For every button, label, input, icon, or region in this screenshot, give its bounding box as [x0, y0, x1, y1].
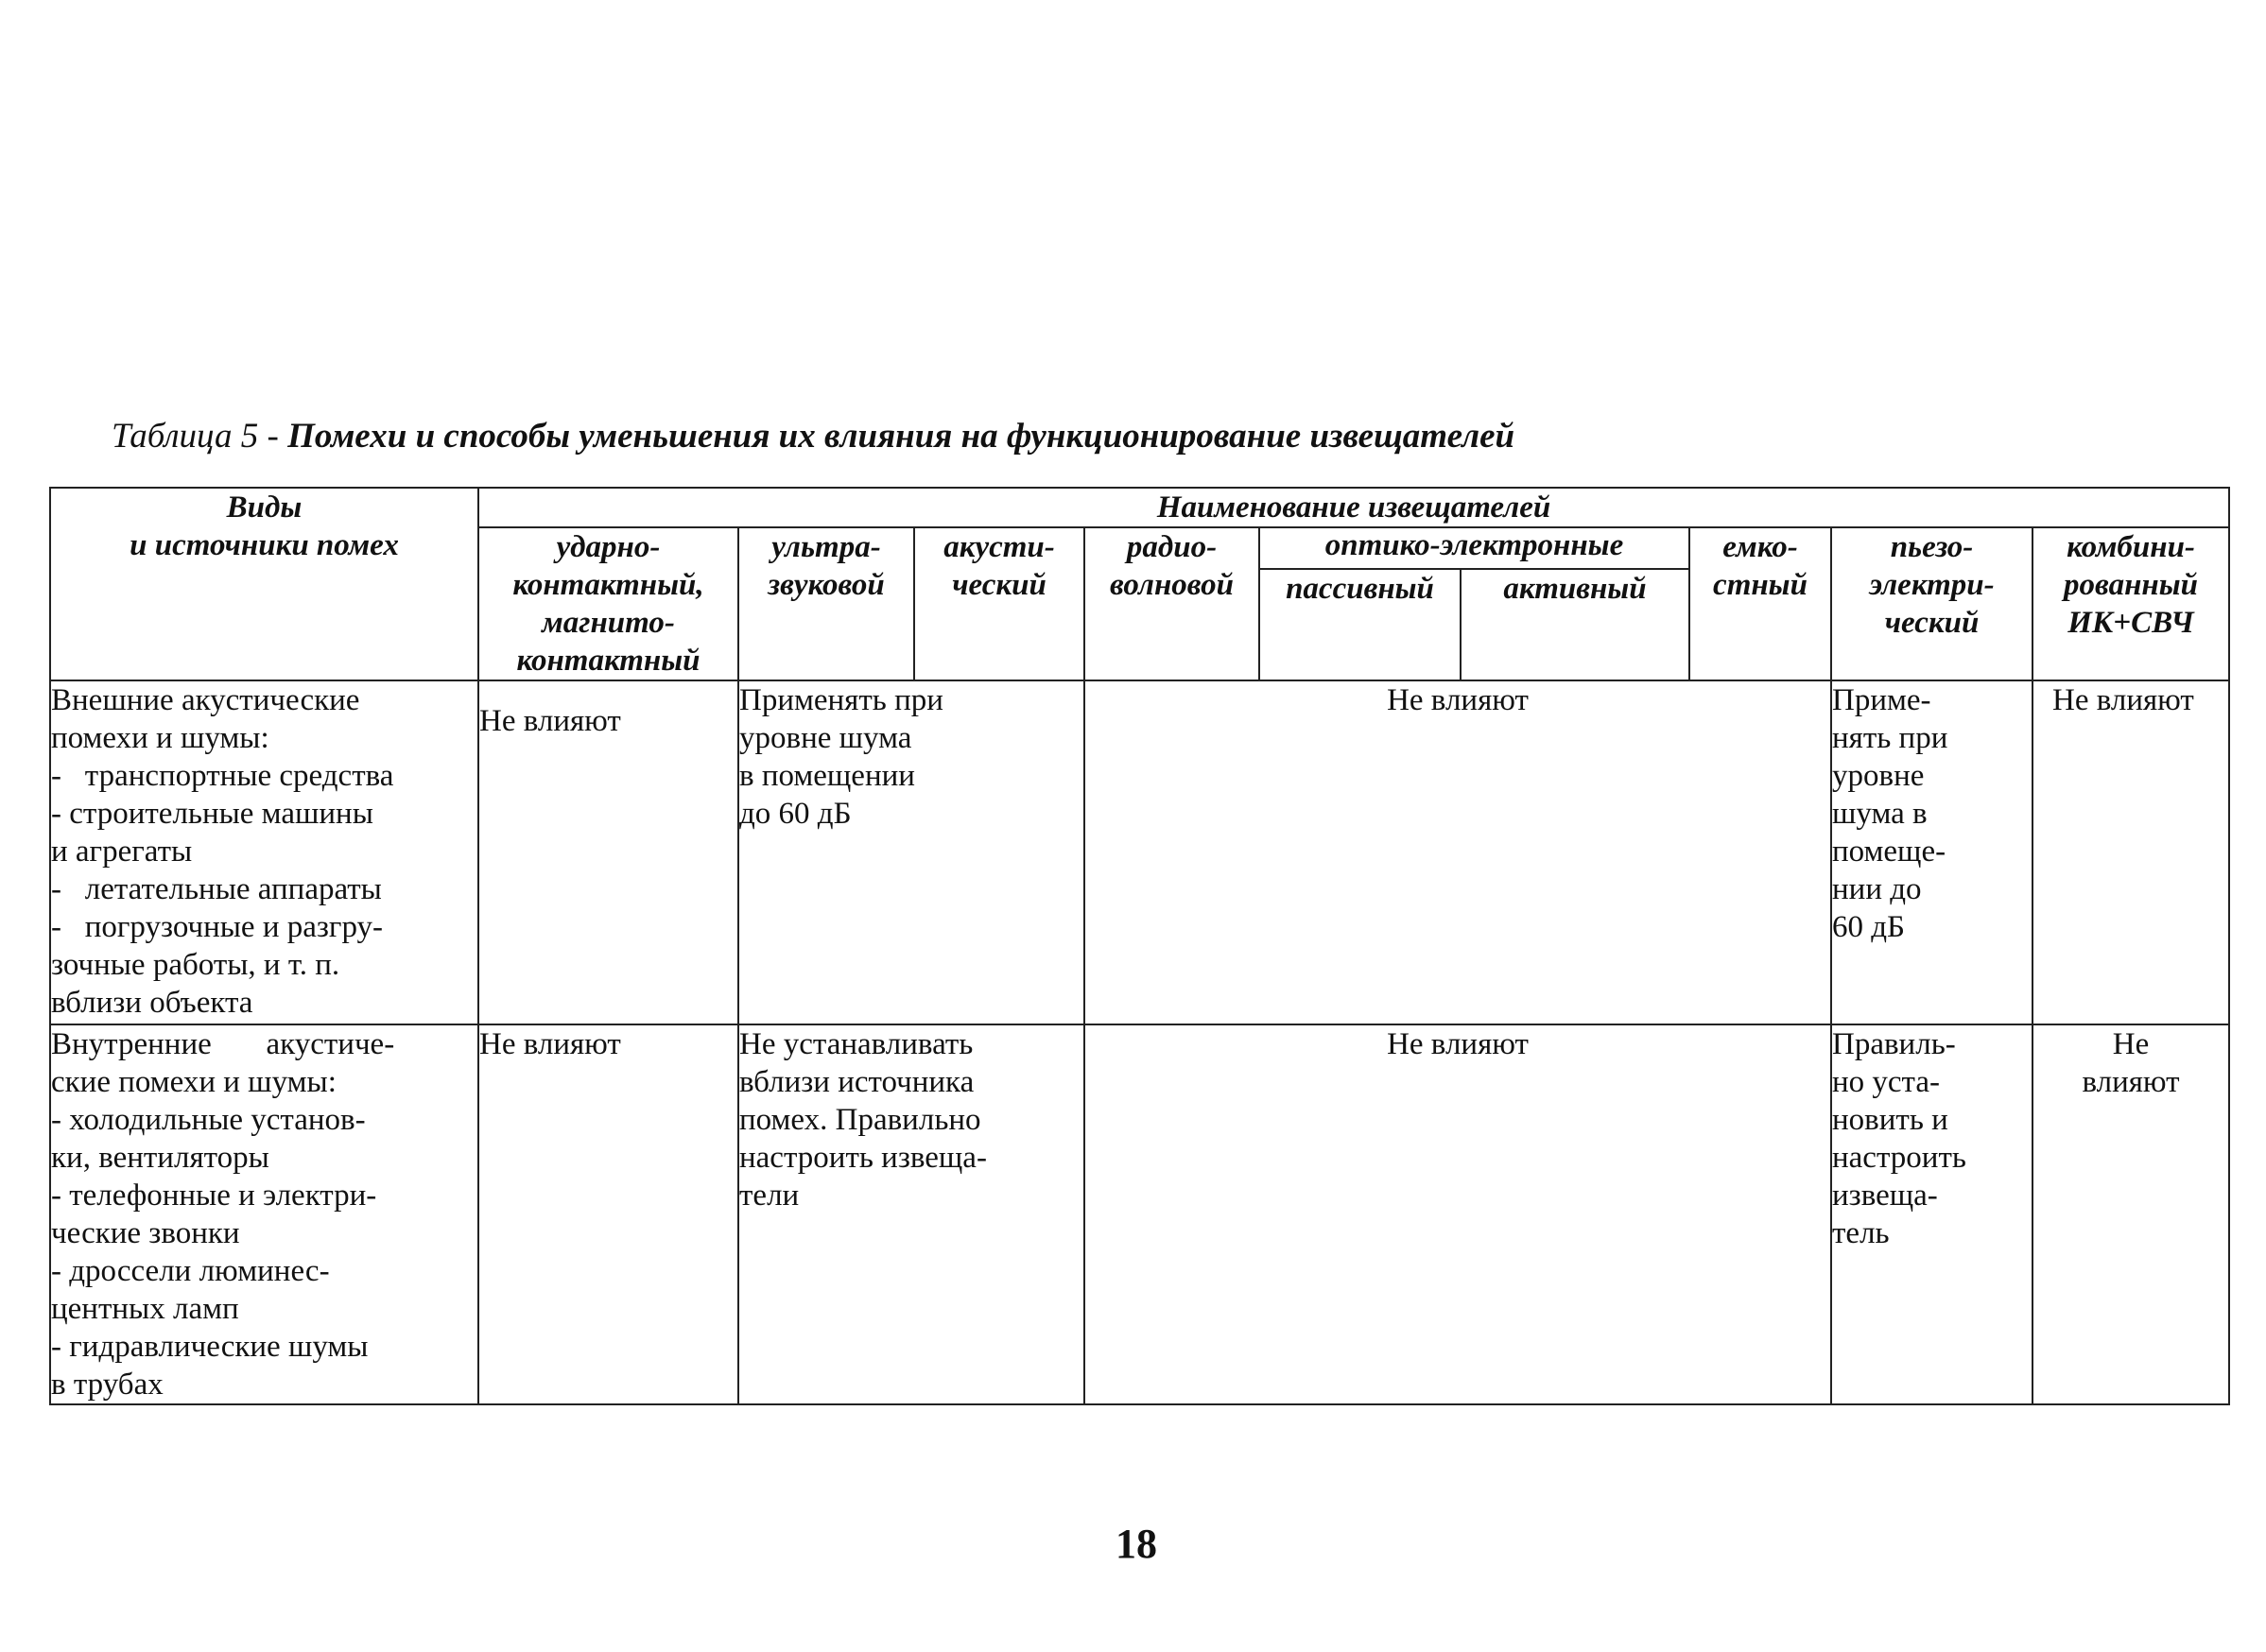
- row2-piezo-line: новить и: [1832, 1103, 1948, 1137]
- row1-ultra-line: до 60 дБ: [739, 797, 852, 831]
- row2-radio-to-capacitive-cell: Не влияют: [1084, 1024, 1831, 1404]
- header-ultrasonic-line2: звуковой: [768, 568, 885, 602]
- row2-piezo-line: настроить: [1832, 1141, 1966, 1175]
- header-radiowave-line1: радио-: [1126, 530, 1218, 564]
- row1-ultrasonic-acoustic-cell: [738, 680, 1084, 1024]
- header-acoustic: [914, 527, 1084, 680]
- row2-source-line: - гидравлические шумы: [51, 1330, 369, 1364]
- row1-piezo-line: нять при: [1832, 721, 1948, 755]
- header-radiowave-line2: волновой: [1110, 568, 1234, 602]
- header-shock-contact: [478, 527, 738, 680]
- row1-piezo-line: нии до: [1832, 872, 1922, 906]
- header-active: активный: [1461, 569, 1689, 680]
- row2-source-line: ки, вентиляторы: [51, 1141, 269, 1175]
- row2-ultra-line: вблизи источника: [739, 1065, 975, 1099]
- header-capacitive-line2: стный: [1713, 568, 1808, 602]
- row2-source-line: ческие звонки: [51, 1216, 240, 1250]
- row1-piezo-line: шума в: [1832, 797, 1928, 831]
- header-kinds-line1: Виды: [226, 490, 303, 525]
- row1-ultra-line: уровне шума: [739, 721, 912, 755]
- row2-ultra-line: тели: [739, 1179, 800, 1213]
- row2-source-cell: [50, 1024, 478, 1404]
- row2-source-line: центных ламп: [51, 1292, 239, 1326]
- row2-ultra-line: Не устанавливать: [739, 1027, 974, 1061]
- interference-table: [49, 487, 2230, 1405]
- header-shock-line3: магнито-: [542, 606, 675, 640]
- row1-source-line: вблизи объекта: [51, 986, 253, 1020]
- row1-source-line: - транспортные средства: [51, 759, 394, 793]
- row2-source-line: в трубах: [51, 1368, 164, 1402]
- header-piezo-line3: ческий: [1884, 606, 1980, 640]
- row1-combined-cell: [2032, 680, 2229, 1024]
- row1-piezo-line: 60 дБ: [1832, 910, 1905, 944]
- row2-piezo-cell: [1831, 1024, 2032, 1404]
- row2-source-line: - телефонные и электри-: [51, 1179, 377, 1213]
- header-kinds-of-interference: [50, 488, 478, 680]
- row2-shock-cell: Не влияют: [478, 1024, 738, 1404]
- header-acoustic-line2: ческий: [952, 568, 1047, 602]
- row2-combined-line: влияют: [2082, 1065, 2180, 1099]
- row1-radio-to-capacitive-cell: Не влияют: [1084, 680, 1831, 1024]
- row2-piezo-line: Правиль-: [1832, 1027, 1956, 1061]
- header-capacitive: [1689, 527, 1831, 680]
- header-ultrasonic: [738, 527, 914, 680]
- row1-piezo-line: помеще-: [1832, 835, 1946, 869]
- row2-source-line: Внутренние акустиче-: [51, 1027, 395, 1061]
- row1-source-line: - погрузочные и разгру-: [51, 910, 383, 944]
- header-combined-line3: ИК+СВЧ: [2067, 606, 2194, 640]
- header-ultrasonic-line1: ультра-: [771, 530, 881, 564]
- row1-source-line: - летательные аппараты: [51, 872, 382, 906]
- row2-ultrasonic-acoustic-cell: [738, 1024, 1084, 1404]
- header-radiowave: [1084, 527, 1259, 680]
- header-combined-line1: комбини-: [2067, 530, 2195, 564]
- caption-prefix: Таблица 5 -: [112, 417, 288, 456]
- header-capacitive-line1: емко-: [1722, 530, 1798, 564]
- row2-piezo-line: но уста-: [1832, 1065, 1941, 1099]
- row2-ultra-line: настроить извеща-: [739, 1141, 987, 1175]
- table-row: [50, 680, 2229, 1024]
- row1-source-line: помехи и шумы:: [51, 721, 269, 755]
- header-passive: пассивный: [1259, 569, 1461, 680]
- row1-ultra-line: в помещении: [739, 759, 915, 793]
- header-optoelectronic: оптико-электронные: [1259, 527, 1689, 569]
- row2-source-line: - дроссели люминес-: [51, 1254, 330, 1288]
- table-row: [50, 1024, 2229, 1404]
- header-combined-line2: рованный: [2064, 568, 2198, 602]
- header-acoustic-line1: акусти-: [943, 530, 1055, 564]
- header-piezo-line2: электри-: [1869, 568, 1995, 602]
- header-kinds-line2: и источники помех: [130, 528, 399, 562]
- header-piezo-line1: пьезо-: [1890, 530, 1974, 564]
- header-piezoelectric: [1831, 527, 2032, 680]
- row1-piezo-line: Приме-: [1832, 683, 1931, 717]
- row2-combined-cell: [2032, 1024, 2229, 1404]
- row1-source-line: и агрегаты: [51, 835, 193, 869]
- row2-source-line: ские помехи и шумы:: [51, 1065, 337, 1099]
- row1-piezo-line: уровне: [1832, 759, 1925, 793]
- row1-source-line: - строительные машины: [51, 797, 373, 831]
- header-detector-names: Наименование извещателей: [478, 488, 2229, 527]
- row2-ultra-line: помех. Правильно: [739, 1103, 981, 1137]
- header-combined: [2032, 527, 2229, 680]
- header-shock-line1: ударно-: [556, 530, 661, 564]
- row1-ultra-line: Применять при: [739, 683, 943, 717]
- row2-combined-line: Не: [2112, 1027, 2150, 1061]
- row1-combined-line: Не влияют: [2052, 683, 2194, 717]
- row2-piezo-line: тель: [1832, 1216, 1890, 1250]
- header-shock-line4: контактный: [516, 644, 701, 678]
- row1-source-line: Внешние акустические: [51, 683, 360, 717]
- row1-piezo-cell: [1831, 680, 2032, 1024]
- row1-shock-cell: Не влияют: [478, 680, 738, 1024]
- row1-source-line: зочные работы, и т. п.: [51, 948, 340, 982]
- header-shock-line2: контактный,: [512, 568, 704, 602]
- page-number: 18: [1116, 1521, 1157, 1567]
- row1-source-cell: [50, 680, 478, 1024]
- caption-title: Помехи и способы уменьшения их влияния на функционирование извещателей: [287, 417, 1515, 456]
- table-caption: [112, 416, 1514, 456]
- row2-piezo-line: извеща-: [1832, 1179, 1938, 1213]
- row2-source-line: - холодильные установ-: [51, 1103, 366, 1137]
